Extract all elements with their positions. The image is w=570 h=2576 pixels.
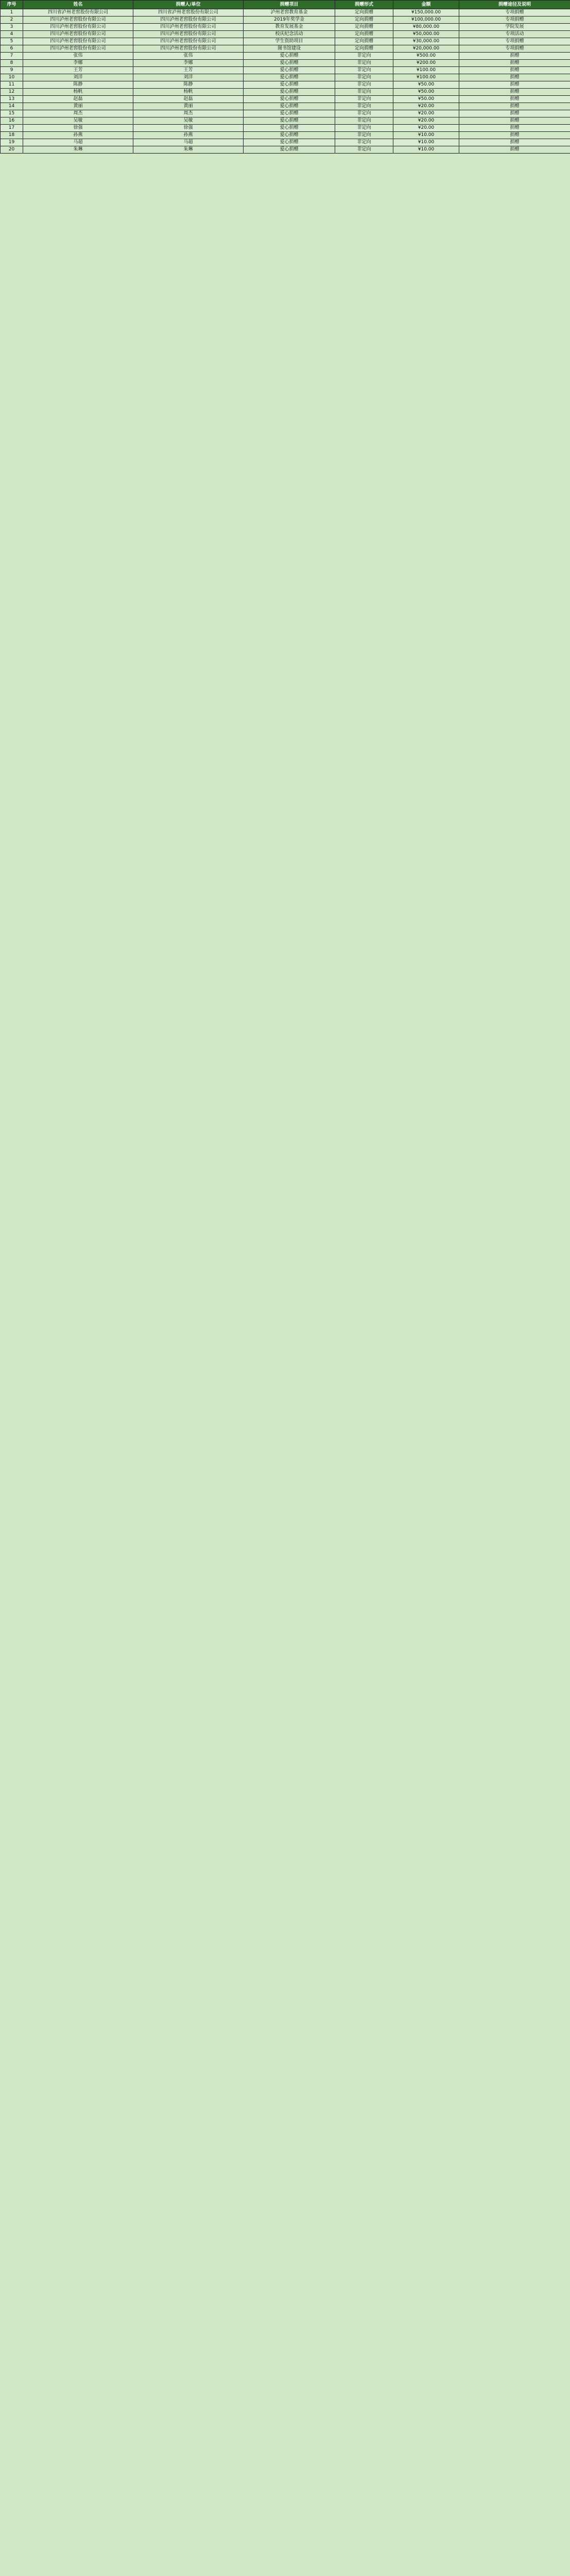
table-row[interactable] (1, 53, 570, 60)
table-row[interactable] (1, 139, 570, 146)
table-cell[interactable]: ¥20.00 (393, 125, 459, 132)
table-cell[interactable]: 爱心捐赠 (244, 89, 335, 96)
table-cell[interactable]: 马超 (23, 139, 133, 146)
table-cell[interactable]: 捐赠 (459, 96, 570, 103)
table-row[interactable] (1, 67, 570, 74)
table-cell[interactable]: 专项捐赠 (459, 45, 570, 53)
table-cell[interactable]: 教育发展基金 (244, 24, 335, 31)
table-cell[interactable]: ¥50.00 (393, 81, 459, 89)
table-cell[interactable]: 四川泸州老窖股份有限公司 (133, 24, 244, 31)
table-cell[interactable]: 李娜 (23, 60, 133, 67)
table-cell[interactable]: ¥10.00 (393, 132, 459, 139)
table-cell[interactable]: 朱琳 (23, 146, 133, 154)
table-cell[interactable]: 非定向 (335, 103, 393, 110)
table-cell[interactable]: ¥50.00 (393, 96, 459, 103)
column-header[interactable]: 捐赠形式 (335, 1, 393, 9)
table-cell[interactable]: ¥10.00 (393, 139, 459, 146)
table-cell[interactable]: 定向捐赠 (335, 45, 393, 53)
table-cell[interactable]: 爱心捐赠 (244, 81, 335, 89)
table-cell[interactable]: 刘洋 (133, 74, 244, 81)
table-cell[interactable]: 非定向 (335, 81, 393, 89)
table-cell[interactable]: 孙燕 (133, 132, 244, 139)
table-cell[interactable]: 定向捐赠 (335, 9, 393, 16)
table-cell[interactable]: 捐赠 (459, 146, 570, 154)
table-cell[interactable]: 非定向 (335, 110, 393, 117)
table-cell[interactable]: 4 (1, 31, 23, 38)
table-cell[interactable]: 四川泸州老窖股份有限公司 (133, 38, 244, 45)
table-cell[interactable]: 11 (1, 81, 23, 89)
table-cell[interactable]: ¥20.00 (393, 110, 459, 117)
table-cell[interactable]: 20 (1, 146, 23, 154)
table-cell[interactable]: 徐强 (133, 125, 244, 132)
table-cell[interactable]: 学生资助项目 (244, 38, 335, 45)
table-cell[interactable]: 捐赠 (459, 125, 570, 132)
table-cell[interactable]: 周杰 (133, 110, 244, 117)
table-cell[interactable]: 专项活动 (459, 31, 570, 38)
table-cell[interactable]: 非定向 (335, 139, 393, 146)
table-cell[interactable]: 捐赠 (459, 139, 570, 146)
table-cell[interactable]: ¥500.00 (393, 53, 459, 60)
table-cell[interactable]: 非定向 (335, 125, 393, 132)
table-row[interactable] (1, 103, 570, 110)
table-cell[interactable]: 吴敏 (23, 117, 133, 125)
table-row[interactable] (1, 45, 570, 53)
table-cell[interactable]: 爱心捐赠 (244, 110, 335, 117)
table-cell[interactable]: 专项捐赠 (459, 9, 570, 16)
table-cell[interactable]: 四川泸州老窖股份有限公司 (23, 45, 133, 53)
table-cell[interactable]: 四川泸州老窖股份有限公司 (133, 45, 244, 53)
table-cell[interactable]: 王芳 (23, 67, 133, 74)
table-cell[interactable]: 非定向 (335, 53, 393, 60)
table-cell[interactable]: 18 (1, 132, 23, 139)
donation-table (0, 0, 570, 154)
table-cell[interactable]: 1 (1, 9, 23, 16)
table-cell[interactable]: 杨帆 (133, 89, 244, 96)
table-cell[interactable]: 四川泸州老窖股份有限公司 (23, 16, 133, 24)
table-cell[interactable]: 10 (1, 74, 23, 81)
table-header (1, 1, 570, 9)
table-cell[interactable]: ¥100,000.00 (393, 16, 459, 24)
table-row[interactable] (1, 110, 570, 117)
table-cell[interactable]: 图书馆建设 (244, 45, 335, 53)
table-cell[interactable]: 四川省泸州老窖股份有限公司 (23, 9, 133, 16)
table-cell[interactable]: 张伟 (23, 53, 133, 60)
table-row[interactable] (1, 9, 570, 16)
table-cell[interactable]: 陈静 (133, 81, 244, 89)
table-cell[interactable]: 爱心捐赠 (244, 74, 335, 81)
table-body (1, 9, 570, 154)
table-cell[interactable]: 赵磊 (23, 96, 133, 103)
table-cell[interactable]: 捐赠 (459, 132, 570, 139)
table-cell[interactable]: ¥20,000.00 (393, 45, 459, 53)
table-cell[interactable]: 捐赠 (459, 89, 570, 96)
table-cell[interactable]: 黄丽 (133, 103, 244, 110)
table-row[interactable] (1, 60, 570, 67)
table-cell[interactable]: ¥80,000.00 (393, 24, 459, 31)
table-cell[interactable]: 吴敏 (133, 117, 244, 125)
table-cell[interactable]: 12 (1, 89, 23, 96)
table-row[interactable] (1, 24, 570, 31)
column-header[interactable]: 捐赠项目 (244, 1, 335, 9)
table-cell[interactable]: 非定向 (335, 74, 393, 81)
table-cell[interactable]: 张伟 (133, 53, 244, 60)
table-cell[interactable]: 爱心捐赠 (244, 103, 335, 110)
table-row[interactable] (1, 132, 570, 139)
table-cell[interactable]: 定向捐赠 (335, 38, 393, 45)
table-cell[interactable]: 四川泸州老窖股份有限公司 (133, 31, 244, 38)
table-cell[interactable]: ¥200.00 (393, 60, 459, 67)
table-cell[interactable]: 6 (1, 45, 23, 53)
table-cell[interactable]: 赵磊 (133, 96, 244, 103)
table-cell[interactable]: 爱心捐赠 (244, 60, 335, 67)
table-cell[interactable]: 杨帆 (23, 89, 133, 96)
table-cell[interactable]: 陈静 (23, 81, 133, 89)
table-cell[interactable]: 3 (1, 24, 23, 31)
table-cell[interactable]: 非定向 (335, 96, 393, 103)
table-cell[interactable]: 19 (1, 139, 23, 146)
table-cell[interactable]: 专项捐赠 (459, 38, 570, 45)
table-cell[interactable]: 学院发展 (459, 24, 570, 31)
table-cell[interactable]: 爱心捐赠 (244, 96, 335, 103)
table-cell[interactable]: 捐赠 (459, 74, 570, 81)
table-cell[interactable]: ¥50,000.00 (393, 31, 459, 38)
table-cell[interactable]: 爱心捐赠 (244, 132, 335, 139)
table-cell[interactable]: ¥150,000.00 (393, 9, 459, 16)
table-cell[interactable]: 非定向 (335, 89, 393, 96)
table-cell[interactable]: 7 (1, 53, 23, 60)
table-row[interactable] (1, 31, 570, 38)
table-cell[interactable]: ¥10.00 (393, 146, 459, 154)
column-header[interactable]: 金额 (393, 1, 459, 9)
table-cell[interactable]: 5 (1, 38, 23, 45)
table-cell[interactable]: 马超 (133, 139, 244, 146)
column-header[interactable]: 序号 (1, 1, 23, 9)
table-row[interactable] (1, 125, 570, 132)
table-cell[interactable]: 非定向 (335, 67, 393, 74)
table-cell[interactable]: 四川泸州老窖股份有限公司 (133, 16, 244, 24)
table-row[interactable] (1, 16, 570, 24)
table-cell[interactable]: 定向捐赠 (335, 31, 393, 38)
column-header[interactable]: 捐赠途径及说明 (459, 1, 570, 9)
table-cell[interactable]: 四川省泸州老窖股份有限公司 (133, 9, 244, 16)
column-header[interactable]: 捐赠人/单位 (133, 1, 244, 9)
table-cell[interactable]: 15 (1, 110, 23, 117)
table-cell[interactable]: ¥30,000.00 (393, 38, 459, 45)
table-cell[interactable]: 泸州老窖教育基金 (244, 9, 335, 16)
table-cell[interactable]: 2 (1, 16, 23, 24)
table-cell[interactable]: 8 (1, 60, 23, 67)
table-row[interactable] (1, 38, 570, 45)
table-cell[interactable]: ¥20.00 (393, 103, 459, 110)
header-row (1, 1, 570, 9)
table-cell[interactable]: 非定向 (335, 132, 393, 139)
table-cell[interactable]: 14 (1, 103, 23, 110)
table-cell[interactable]: 爱心捐赠 (244, 139, 335, 146)
table-cell[interactable]: 捐赠 (459, 53, 570, 60)
table-cell[interactable]: 四川泸州老窖股份有限公司 (23, 31, 133, 38)
table-cell[interactable]: 李娜 (133, 60, 244, 67)
table-cell[interactable]: ¥100.00 (393, 74, 459, 81)
table-row[interactable] (1, 74, 570, 81)
table-cell[interactable]: 孙燕 (23, 132, 133, 139)
table-cell[interactable]: 爱心捐赠 (244, 117, 335, 125)
table-cell[interactable]: 校庆纪念活动 (244, 31, 335, 38)
table-cell[interactable]: 16 (1, 117, 23, 125)
table-row[interactable] (1, 81, 570, 89)
table-cell[interactable]: 捐赠 (459, 117, 570, 125)
table-cell[interactable]: 9 (1, 67, 23, 74)
table-cell[interactable]: 徐强 (23, 125, 133, 132)
table-cell[interactable]: ¥50.00 (393, 89, 459, 96)
table-cell[interactable]: 捐赠 (459, 110, 570, 117)
table-row[interactable] (1, 146, 570, 154)
table-cell[interactable]: 爱心捐赠 (244, 67, 335, 74)
table-cell[interactable]: 周杰 (23, 110, 133, 117)
table-cell[interactable]: 捐赠 (459, 67, 570, 74)
table-cell[interactable]: 爱心捐赠 (244, 146, 335, 154)
table-cell[interactable]: 朱琳 (133, 146, 244, 154)
table-cell[interactable]: 13 (1, 96, 23, 103)
table-cell[interactable]: 爱心捐赠 (244, 125, 335, 132)
table-cell[interactable]: 定向捐赠 (335, 24, 393, 31)
column-header[interactable]: 姓名 (23, 1, 133, 9)
table-cell[interactable]: 捐赠 (459, 103, 570, 110)
table-row[interactable] (1, 96, 570, 103)
table-row[interactable] (1, 89, 570, 96)
table-cell[interactable]: 爱心捐赠 (244, 53, 335, 60)
table-cell[interactable]: 刘洋 (23, 74, 133, 81)
table-cell[interactable]: 黄丽 (23, 103, 133, 110)
table-cell[interactable]: 非定向 (335, 60, 393, 67)
table-cell[interactable]: ¥20.00 (393, 117, 459, 125)
table-cell[interactable]: 四川泸州老窖股份有限公司 (23, 38, 133, 45)
table-cell[interactable]: 四川泸州老窖股份有限公司 (23, 24, 133, 31)
table-cell[interactable]: 专项捐赠 (459, 16, 570, 24)
table-cell[interactable]: 非定向 (335, 117, 393, 125)
table-cell[interactable]: 王芳 (133, 67, 244, 74)
table-cell[interactable]: ¥100.00 (393, 67, 459, 74)
table-cell[interactable]: 捐赠 (459, 60, 570, 67)
table-cell[interactable]: 捐赠 (459, 81, 570, 89)
table-cell[interactable]: 2019年奖学金 (244, 16, 335, 24)
table-cell[interactable]: 定向捐赠 (335, 16, 393, 24)
table-cell[interactable]: 17 (1, 125, 23, 132)
table-row[interactable] (1, 117, 570, 125)
table-cell[interactable]: 非定向 (335, 146, 393, 154)
